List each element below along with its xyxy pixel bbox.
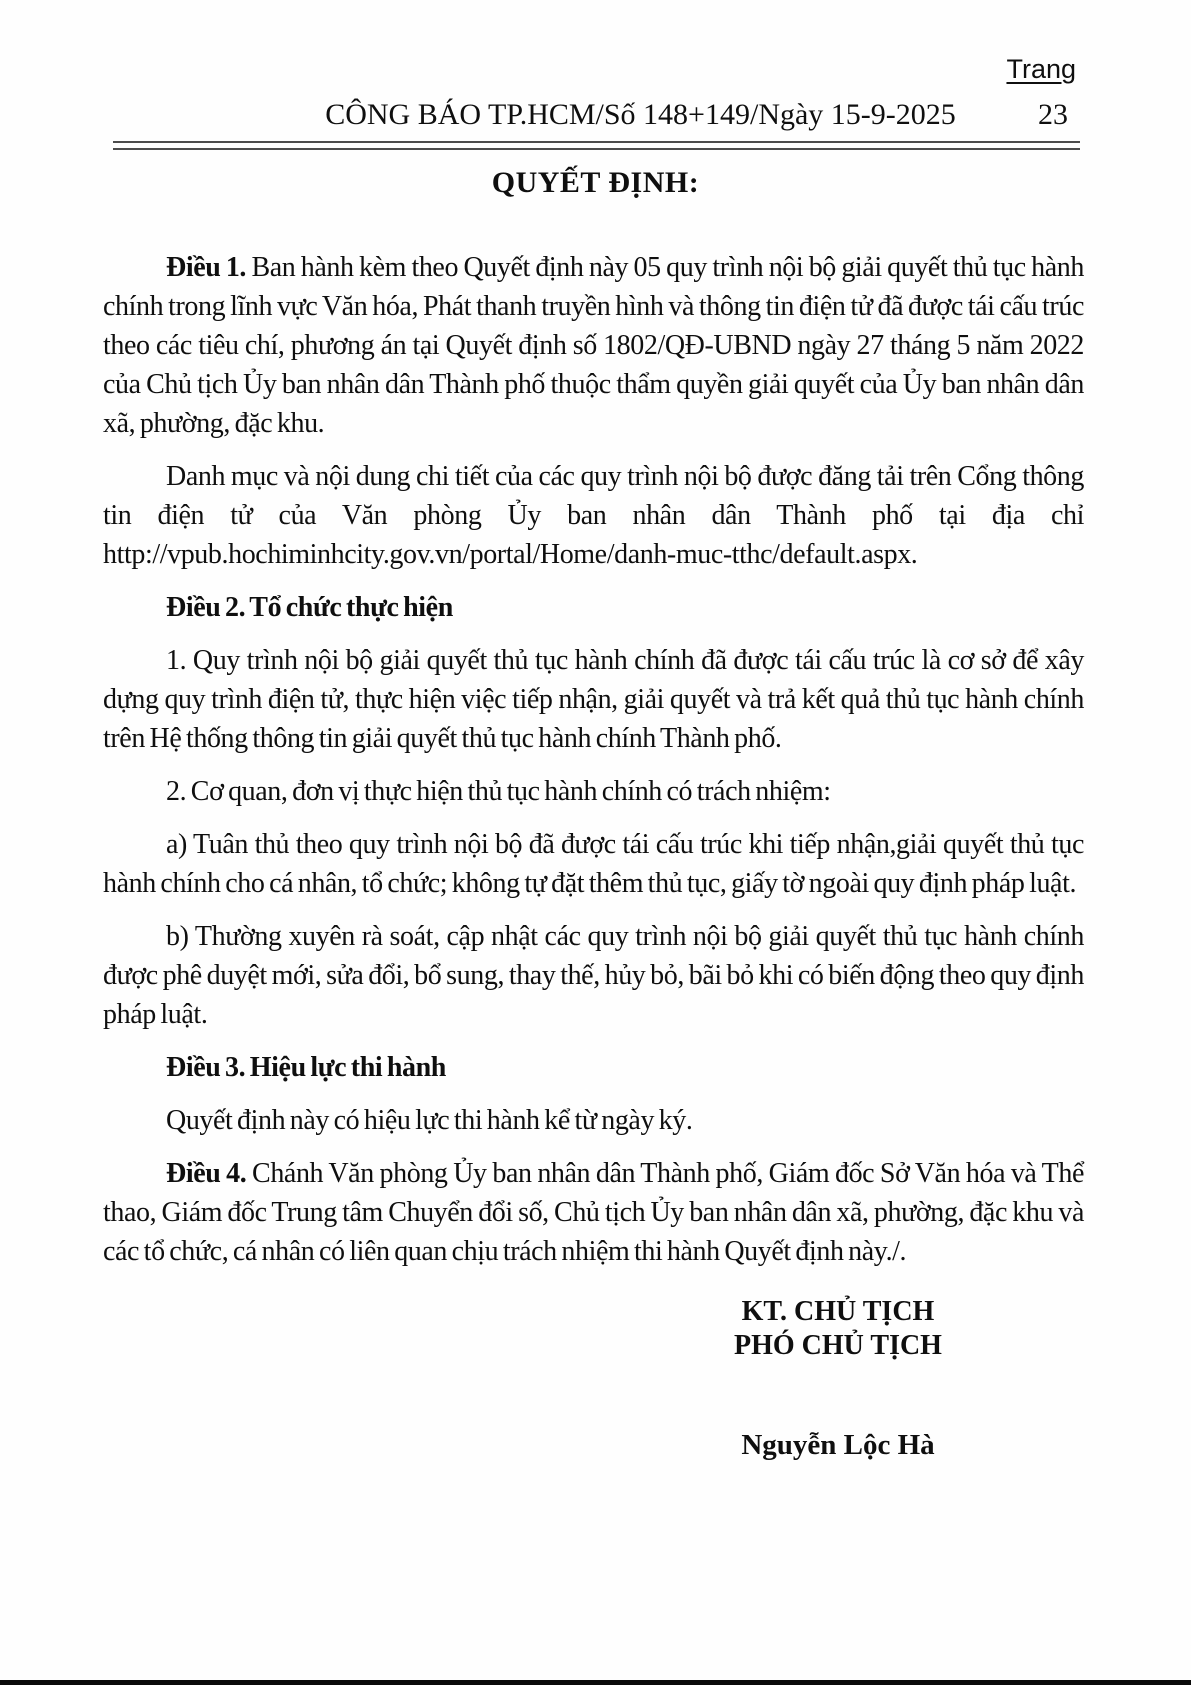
signature-position: PHÓ CHỦ TỊCH <box>734 1330 942 1361</box>
document-title: QUYẾT ĐỊNH: <box>491 166 700 199</box>
article-2-label: Điều 2. Tổ chức thực hiện <box>166 592 453 623</box>
article-4-label: Điều 4. <box>166 1158 247 1189</box>
article-1-paragraph <box>103 248 1084 443</box>
article-2-item-2b <box>103 917 1084 1034</box>
article-3-label: Điều 3. Hiệu lực thi hành <box>166 1052 446 1083</box>
article-2-item-2a <box>103 825 1084 903</box>
page-number: 23 <box>1038 98 1068 131</box>
article-3-text: Quyết định này có hiệu lực thi hành kể từ ngày ký. <box>166 1105 693 1136</box>
article-2-item-1 <box>103 641 1084 758</box>
gazette-header-row <box>113 98 1080 132</box>
trang-label-line <box>113 54 1080 84</box>
article-2-item-2 <box>103 772 1084 811</box>
document-body <box>103 248 1084 1271</box>
signature-acting-title: KT. CHỦ TỊCH <box>741 1296 935 1327</box>
scan-edge-artifact <box>0 1680 1191 1685</box>
article-1-label: Điều 1. <box>166 252 247 283</box>
article-2-item-2-text: 2. Cơ quan, đơn vị thực hiện thủ tục hành chính có trách nhiệm: <box>166 776 831 807</box>
article-2-item-1-text: 1. Quy trình nội bộ giải quyết thủ tục hành chính đã được tái cấu trúc là cơ sở để xây dựng quy trình điện tử, thực hiện việc tiếp nhận, giải quyết và trả kết quả thủ tục hành chính trên Hệ thống thông tin giải quyết thủ tục hành chính Thành phố. <box>103 645 1084 754</box>
article-3-paragraph <box>103 1101 1084 1140</box>
signature-block <box>648 1295 1028 1462</box>
article-4-paragraph <box>103 1154 1084 1271</box>
article-1-note-paragraph <box>103 457 1084 574</box>
gazette-issue-title: CÔNG BÁO TP.HCM/Số 148+149/Ngày 15-9-2025 <box>325 98 956 131</box>
article-1-text: Ban hành kèm theo Quyết định này 05 quy trình nội bộ giải quyết thủ tục hành chính trong lĩnh vực Văn hóa, Phát thanh truyền hình và thông tin điện tử đã được tái cấu trúc theo các tiêu chí, phương án tại Quyết định số 1802/QĐ-UBND ngày 27 tháng 5 năm 2022 của Chủ tịch Ủy ban nhân dân Thành phố thuộc thẩm quyền giải quyết của Ủy ban nhân dân xã, phường, đặc khu. <box>103 252 1084 439</box>
article-1-note-text: Danh mục và nội dung chi tiết của các quy trình nội bộ được đăng tải trên Cổng thông tin điện tử của Văn phòng Ủy ban nhân dân Thành phố tại địa chỉ http://vpub.hochiminhcity.gov.vn/portal/Home/danh-muc-tthc/default.aspx. <box>103 461 1084 570</box>
trang-label: Trang <box>1006 54 1076 84</box>
article-2-heading <box>103 588 1084 627</box>
article-3-heading <box>103 1048 1084 1087</box>
article-4-text: Chánh Văn phòng Ủy ban nhân dân Thành phố, Giám đốc Sở Văn hóa và Thể thao, Giám đốc Trung tâm Chuyển đổi số, Chủ tịch Ủy ban nhân dân xã, phường, đặc khu và các tổ chức, cá nhân có liên quan chịu trách nhiệm thi hành Quyết định này./. <box>103 1158 1084 1267</box>
header-divider <box>113 141 1080 150</box>
article-2-item-2a-text: a) Tuân thủ theo quy trình nội bộ đã được tái cấu trúc khi tiếp nhận,giải quyết thủ tục hành chính cho cá nhân, tổ chức; không tự đặt thêm thủ tục, giấy tờ ngoài quy định pháp luật. <box>103 829 1084 899</box>
signatory-name: Nguyễn Lộc Hà <box>741 1429 935 1461</box>
article-2-item-2b-text: b) Thường xuyên rà soát, cập nhật các quy trình nội bộ giải quyết thủ tục hành chính được phê duyệt mới, sửa đổi, bổ sung, thay thế, hủy bỏ, bãi bỏ khi có biến động theo quy định pháp luật. <box>103 921 1084 1030</box>
page-header <box>113 54 1080 150</box>
